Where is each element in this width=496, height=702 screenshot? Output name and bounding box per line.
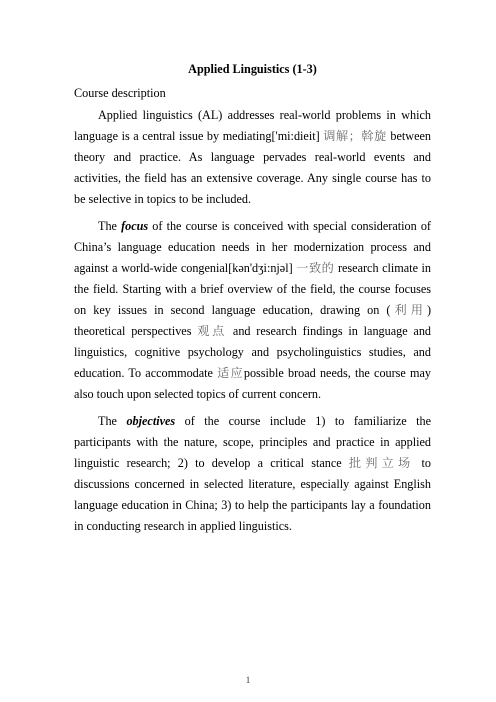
p3-text-c: to discussions concerned in selected literature, especially against English language education in China; 3) to help the participants lay a foundation in conducting research in applied linguistics. bbox=[74, 456, 432, 533]
p3-text-a: The bbox=[98, 414, 117, 428]
p2-cjk-gloss-1: 一致的 bbox=[296, 261, 335, 275]
p3-text-b: of the course include 1) to familiarize the participants with the nature, scope, principles and practice in applied linguistic research; 2) to develop a critical stance bbox=[74, 414, 432, 470]
p3-emphasis-objectives: objectives bbox=[126, 414, 176, 428]
p3-cjk-gloss: 批判立场 bbox=[348, 456, 415, 470]
p1-ipa: ['mi:dieit] bbox=[271, 129, 320, 143]
p2-text-a: The bbox=[98, 219, 117, 233]
p1-text-a: Applied linguistics (AL) addresses real-world problems in which language is a central issue by mediating bbox=[74, 108, 431, 143]
p2-text-f: possible broad needs, the course may also touch upon selected topics of current concern. bbox=[74, 366, 432, 401]
p1-cjk-gloss: 调解；斡旋 bbox=[323, 129, 387, 143]
document-title: Applied Linguistics (1-3) bbox=[188, 62, 317, 76]
p2-text-e: and research findings in language and linguistics, cognitive psychology and psycholinguistics studies, and education. To accommodate bbox=[74, 324, 432, 380]
p2-text-b: of the course is conceived with special consideration of China’s language education needs in her modernization process and against a world-wide congenial bbox=[74, 219, 431, 275]
p2-text-d: ) theoretical perspectives bbox=[74, 303, 432, 338]
paragraph-course-description bbox=[74, 105, 431, 210]
p2-cjk-gloss-2: 利用 bbox=[390, 303, 427, 317]
page-number: 1 bbox=[245, 675, 251, 685]
p2-cjk-gloss-4: 适应 bbox=[217, 366, 244, 380]
document-page bbox=[74, 62, 431, 543]
p1-text-b: between theory and practice. As language pervades real-world events and activities, the field has an extensive coverage. Any single course has to be selective in topics to be included. bbox=[74, 129, 432, 206]
p2-text-c: research climate in the field. Starting with a brief overview of the field, the course focuses on key issues in second language education, drawing on ( bbox=[74, 261, 432, 317]
section-heading: Course description bbox=[74, 86, 166, 100]
paragraph-objectives bbox=[74, 411, 431, 537]
p2-cjk-gloss-3: 观点 bbox=[197, 324, 228, 338]
p2-emphasis-focus: focus bbox=[121, 219, 149, 233]
p2-ipa: [kən'dʒi:njəl] bbox=[228, 261, 293, 275]
paragraph-focus bbox=[74, 216, 431, 405]
